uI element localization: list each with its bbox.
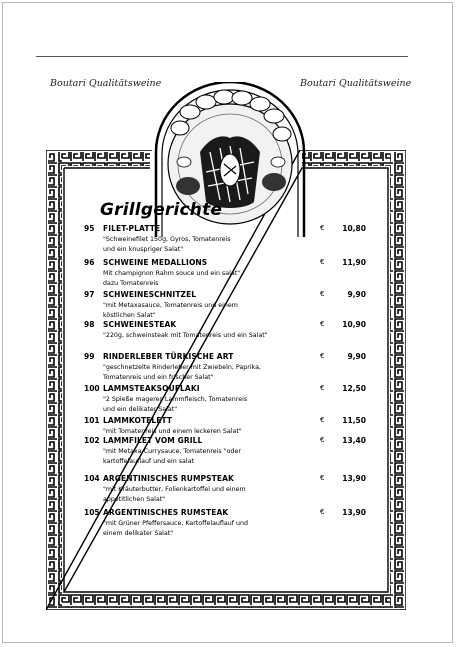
item-number: 102 xyxy=(84,436,100,445)
item-description: "mit Metaxasauce, Tomatenreis und einem köstlichen Salat" xyxy=(103,302,238,319)
item-number: 97 xyxy=(84,290,95,299)
item-description: "220g, schweinsteak mit Tomatenreis und ein Salat" xyxy=(103,332,268,339)
item-name: SCHWEINE MEDALLIONS xyxy=(103,258,208,267)
euro-symbol: € xyxy=(320,436,325,444)
item-description: "2 Spieße mageres Lammfleisch, Tomatenreis und ein delikater Salat" xyxy=(103,396,248,413)
euro-symbol: € xyxy=(320,474,325,482)
item-name: ARGENTINISCHES RUMSTEAK xyxy=(103,508,229,517)
menu-item xyxy=(84,384,366,415)
item-price: 13,90 xyxy=(342,508,366,517)
menu-item xyxy=(84,258,366,289)
euro-symbol: € xyxy=(320,508,325,516)
item-number: 101 xyxy=(84,416,100,425)
euro-symbol: € xyxy=(320,320,325,328)
euro-symbol: € xyxy=(320,384,325,392)
item-number: 95 xyxy=(84,224,95,233)
menu-item xyxy=(84,320,366,341)
item-price: 9,90 xyxy=(347,352,366,361)
item-description: "mit Kräuterbutter, Folienkartoffel und einem appetitlichen Salat" xyxy=(103,486,246,503)
menu-item xyxy=(84,416,366,437)
item-price: 13,40 xyxy=(342,436,366,445)
menu-item xyxy=(84,290,366,321)
item-number: 99 xyxy=(84,352,95,361)
item-name: FILET-PLATTE xyxy=(103,224,161,233)
item-number: 96 xyxy=(84,258,95,267)
item-description: "geschnetzelte Rinderleber mit Zwiebeln, Paprika, Tomatenreis und ein frischer Salat" xyxy=(103,364,261,381)
item-number: 105 xyxy=(84,508,100,517)
euro-symbol: € xyxy=(320,290,325,298)
item-name: LAMMSTEAKSOUFLAKI xyxy=(103,384,200,393)
euro-symbol: € xyxy=(320,258,325,266)
menu-item xyxy=(84,474,366,505)
menu-item xyxy=(84,352,366,383)
menu-item xyxy=(84,224,366,255)
euro-symbol: € xyxy=(320,416,325,424)
item-name: LAMMKOTELETT xyxy=(103,416,173,425)
item-price: 9,90 xyxy=(347,290,366,299)
item-description: "mit Metaxa-Currysauce, Tomatenreis "oder kartoffelauflauf und ein salat xyxy=(103,448,241,465)
item-price: 13,90 xyxy=(342,474,366,483)
item-name: SCHWEINESCHNITZEL xyxy=(103,290,197,299)
item-description: "Schweinefilet 150g, Gyros, Tomatenreis und ein knuspriger Salat" xyxy=(103,236,231,253)
item-price: 11,50 xyxy=(342,416,366,425)
item-name: RINDERLEBER TÜRKISCHE ART xyxy=(103,352,234,361)
item-name: SCHWEINESTEAK xyxy=(103,320,177,329)
item-description: Mit champignon Rahm souce und ein salat" dazu Tomatenreis xyxy=(103,270,241,287)
euro-symbol: € xyxy=(320,352,325,360)
item-name: LAMMFILET VOM GRILL xyxy=(103,436,203,445)
header-left-text: Boutari Qualitätsweine xyxy=(50,78,162,89)
menu-section-title: Grillgerichte xyxy=(100,200,223,220)
item-price: 10,80 xyxy=(342,224,366,233)
item-name: ARGENTINISCHES RUMPSTEAK xyxy=(103,474,234,483)
item-number: 98 xyxy=(84,320,95,329)
item-number: 100 xyxy=(84,384,100,393)
item-price: 12,50 xyxy=(342,384,366,393)
item-description: "mit Tomatenreis und einem leckeren Salat" xyxy=(103,428,242,435)
euro-symbol: € xyxy=(320,224,325,232)
header-right-text: Boutari Qualitätsweine xyxy=(300,78,412,89)
item-description: "mit Grüner Pfeffersauce, Kartoffelauflauf und einem delikater Salat" xyxy=(103,520,248,537)
menu-item xyxy=(84,436,366,467)
item-price: 10,90 xyxy=(342,320,366,329)
item-price: 11,90 xyxy=(342,258,366,267)
item-number: 104 xyxy=(84,474,100,483)
menu-item xyxy=(84,508,366,539)
top-rule xyxy=(36,56,408,57)
